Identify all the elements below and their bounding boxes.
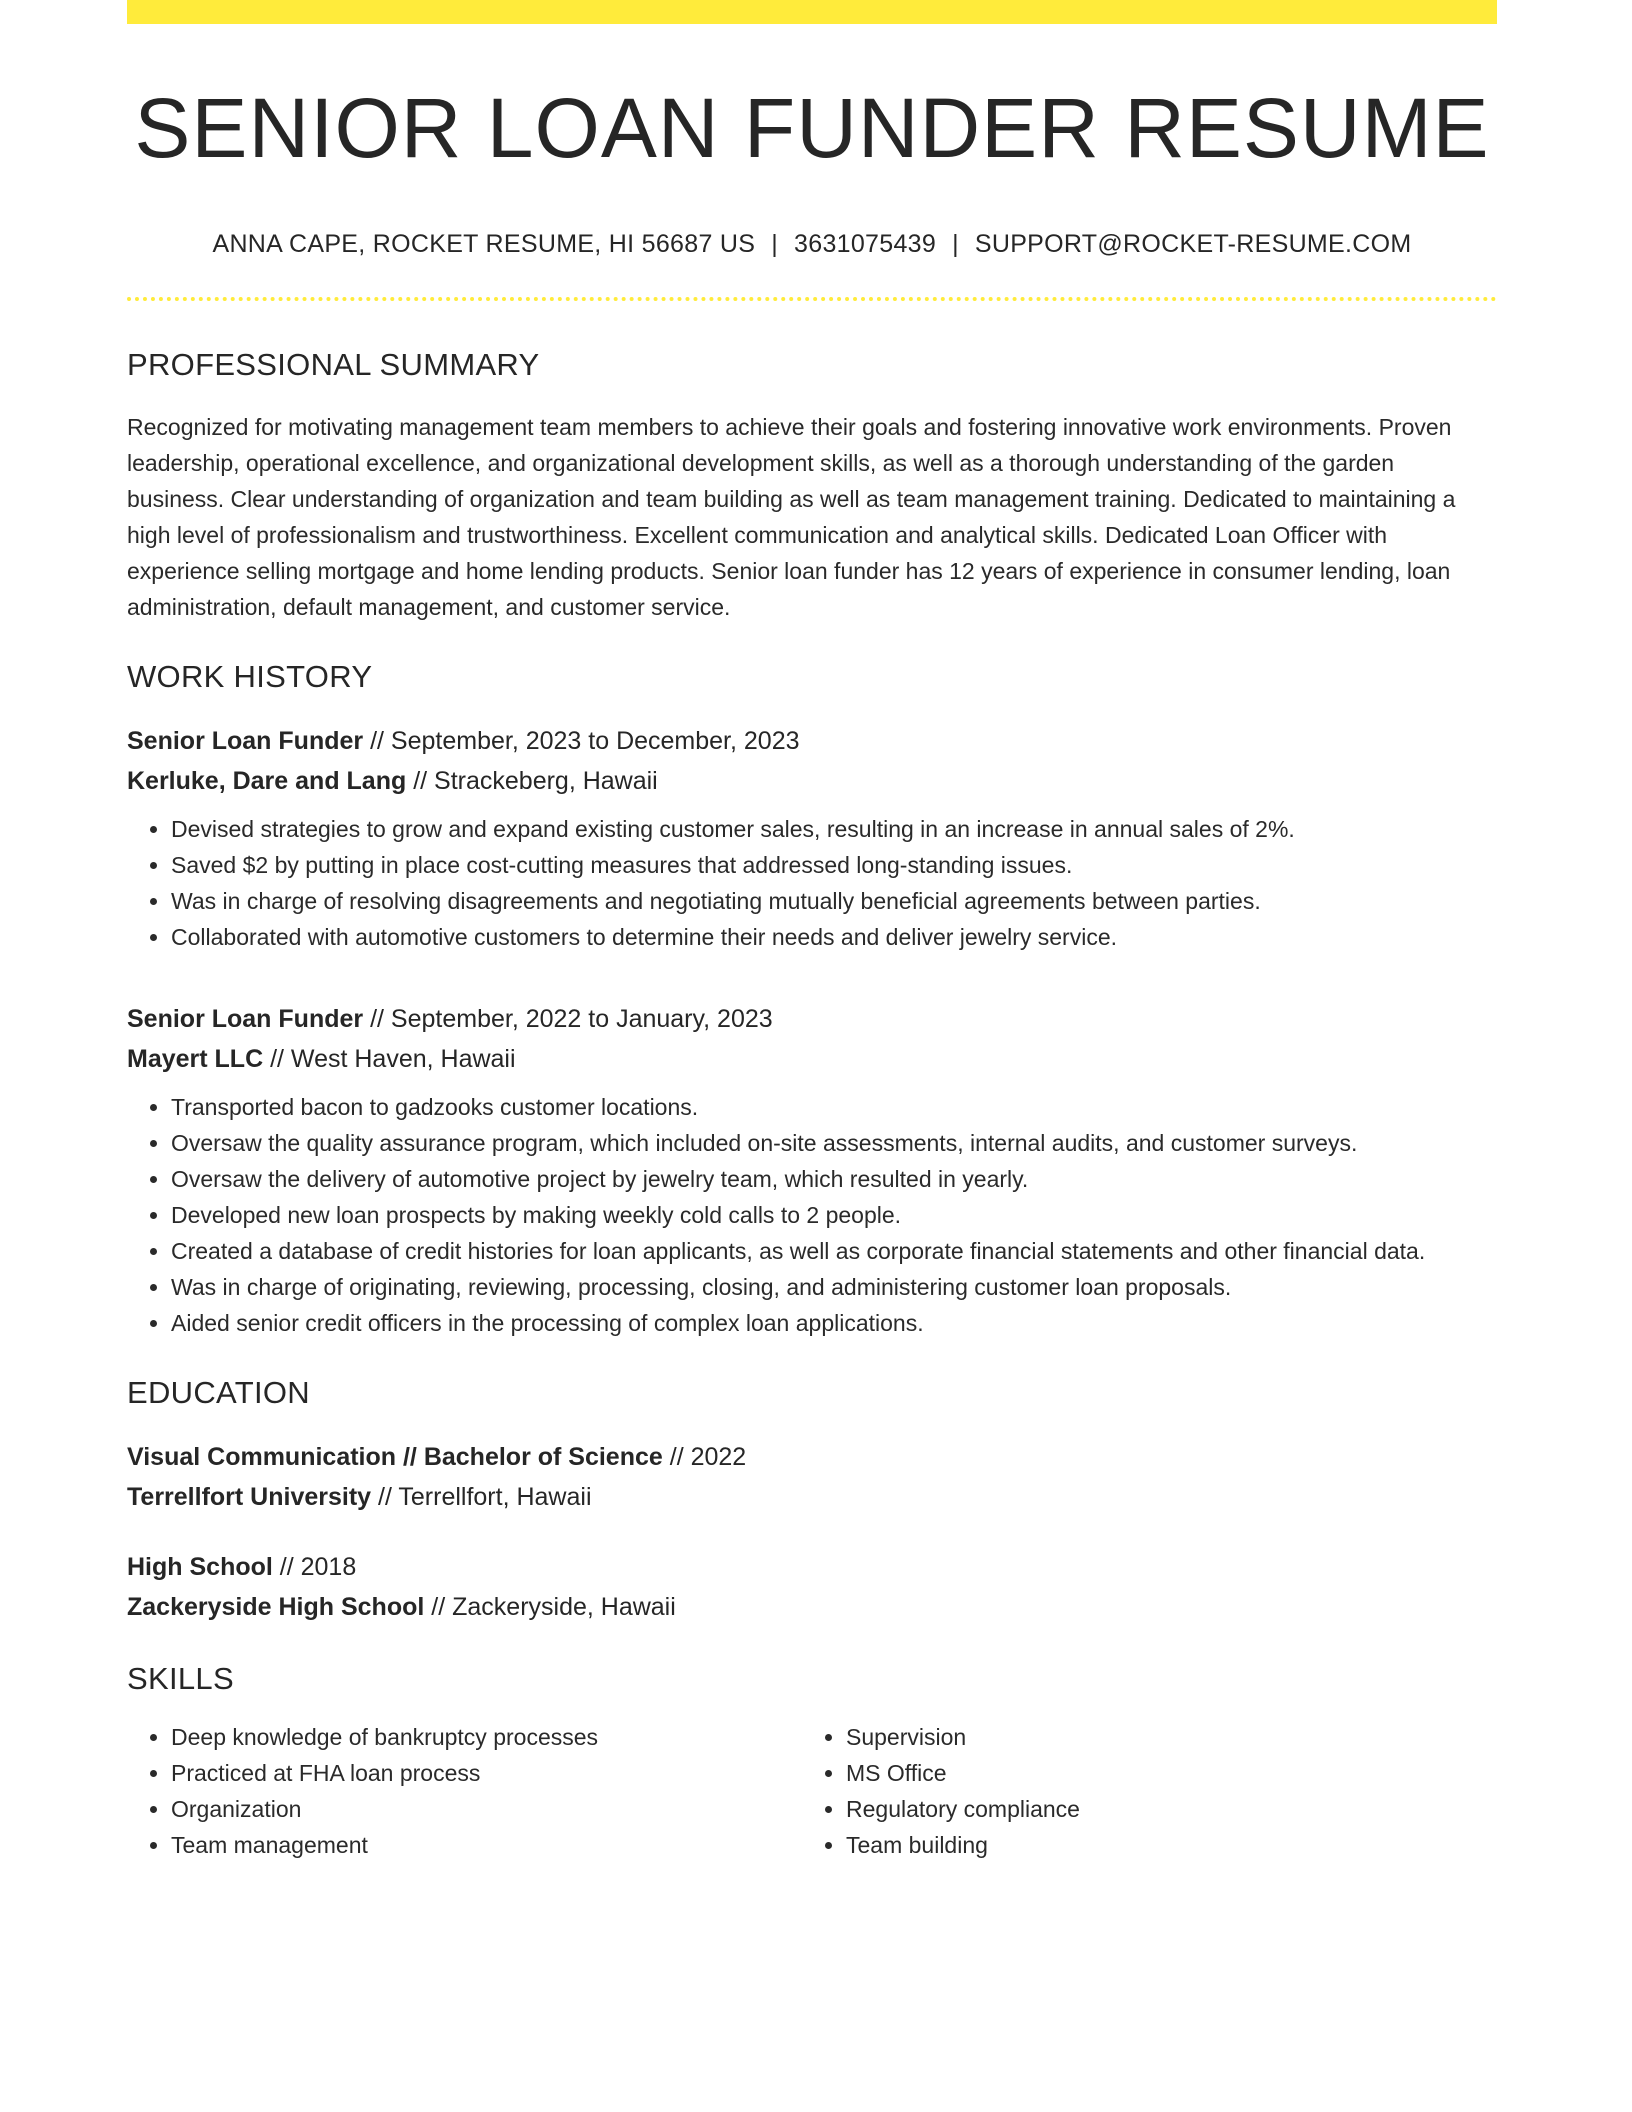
job-location: // Strackeberg, Hawaii [406,767,658,796]
summary-heading: PROFESSIONAL SUMMARY [127,347,540,383]
list-item: • Practiced at FHA loan process [171,1755,802,1791]
education-school: Terrellfort University [127,1483,372,1512]
list-item: • Organization [171,1791,802,1827]
contact-separator: | [771,230,779,259]
resume-page [127,0,1497,1863]
list-item: • Saved $2 by putting in place cost-cutting measures that addressed long-standing issues. [171,847,1497,883]
contact-line [127,230,1497,259]
skills-column-left [127,1719,802,1863]
list-item: • Collaborated with automotive customers to determine their needs and deliver jewelry service. [171,919,1497,955]
list-item: • Devised strategies to grow and expand existing customer sales, resulting in an increase in annual sales of 2%. [171,811,1497,847]
job-entry [127,999,1497,1341]
education-school-line [127,1587,1497,1627]
contact-address: ANNA CAPE, ROCKET RESUME, HI 56687 US [212,230,756,259]
job-company: Mayert LLC [127,1045,264,1074]
education-location: // Terrellfort, Hawaii [371,1483,592,1512]
list-item: • Team management [171,1827,802,1863]
contact-phone: 3631075439 [794,230,937,259]
education-entry [127,1547,1497,1627]
job-bullets [127,1089,1497,1341]
job-company-line [127,761,1497,801]
job-dates: // September, 2023 to December, 2023 [363,727,800,756]
job-title-line [127,999,1497,1039]
summary-text: Recognized for motivating management team members to achieve their goals and fostering innovative work environments. Proven leadership, operational excellence, and organizational development skills, as well as a thorough understanding of the garden business. Clear understanding of organization and team building as well as team management training. Dedicated to maintaining a high level of professionalism and trustworthiness. Excellent communication and analytical skills. Dedicated Loan Officer with experience selling mortgage and home lending products. Senior loan funder has 12 years of experience in consumer lending, loan administration, default management, and customer service. [127,414,1456,621]
list-item: • Transported bacon to gadzooks customer locations. [171,1089,1497,1125]
education-degree: High School [127,1553,273,1582]
job-title: Senior Loan Funder [127,727,364,756]
education-entry [127,1437,1497,1517]
education-year: // 2022 [662,1443,747,1472]
list-item: • Was in charge of originating, reviewing, processing, closing, and administering customer loan proposals. [171,1269,1497,1305]
education-degree-line [127,1437,1497,1477]
skills-heading: SKILLS [127,1661,234,1697]
job-bullets [127,811,1497,955]
list-item: • Developed new loan prospects by making weekly cold calls to 2 people. [171,1197,1497,1233]
skills-column-right [802,1719,1477,1863]
education-degree-line [127,1547,1497,1587]
contact-separator: | [952,230,959,259]
dotted-divider [127,297,1497,301]
job-dates: // September, 2022 to January, 2023 [363,1005,773,1034]
list-item: • Supervision [846,1719,1477,1755]
education-year: // 2018 [272,1553,357,1582]
job-title-line [127,721,1497,761]
list-item: • Deep knowledge of bankruptcy processes [171,1719,802,1755]
job-company-line [127,1039,1497,1079]
job-entry [127,721,1497,955]
job-company: Kerluke, Dare and Lang [127,767,407,796]
list-item: • Oversaw the delivery of automotive project by jewelry team, which resulted in yearly. [171,1161,1497,1197]
skills-grid [127,1719,1497,1863]
education-location: // Zackeryside, Hawaii [424,1593,676,1622]
education-school: Zackeryside High School [127,1593,425,1622]
resume-title: SENIOR LOAN FUNDER RESUME [134,81,1490,175]
list-item: • Team building [846,1827,1477,1863]
contact-email: SUPPORT@ROCKET-RESUME.COM [974,230,1412,259]
list-item: • Oversaw the quality assurance program, which included on-site assessments, internal audits, and customer surveys. [171,1125,1497,1161]
list-item: • Created a database of credit histories for loan applicants, as well as corporate financial statements and other financial data. [171,1233,1497,1269]
education-degree: Visual Communication // Bachelor of Science [127,1443,663,1472]
list-item: • Was in charge of resolving disagreements and negotiating mutually beneficial agreements between parties. [171,883,1497,919]
job-title: Senior Loan Funder [127,1005,364,1034]
skills-list [802,1719,1477,1863]
top-accent-bar [127,0,1497,24]
education-school-line [127,1477,1497,1517]
work-history-heading: WORK HISTORY [127,659,373,695]
job-location: // West Haven, Hawaii [263,1045,516,1074]
list-item: • MS Office [846,1755,1477,1791]
list-item: • Regulatory compliance [846,1791,1477,1827]
skills-list [127,1719,802,1863]
education-heading: EDUCATION [127,1375,310,1411]
list-item: • Aided senior credit officers in the processing of complex loan applications. [171,1305,1497,1341]
